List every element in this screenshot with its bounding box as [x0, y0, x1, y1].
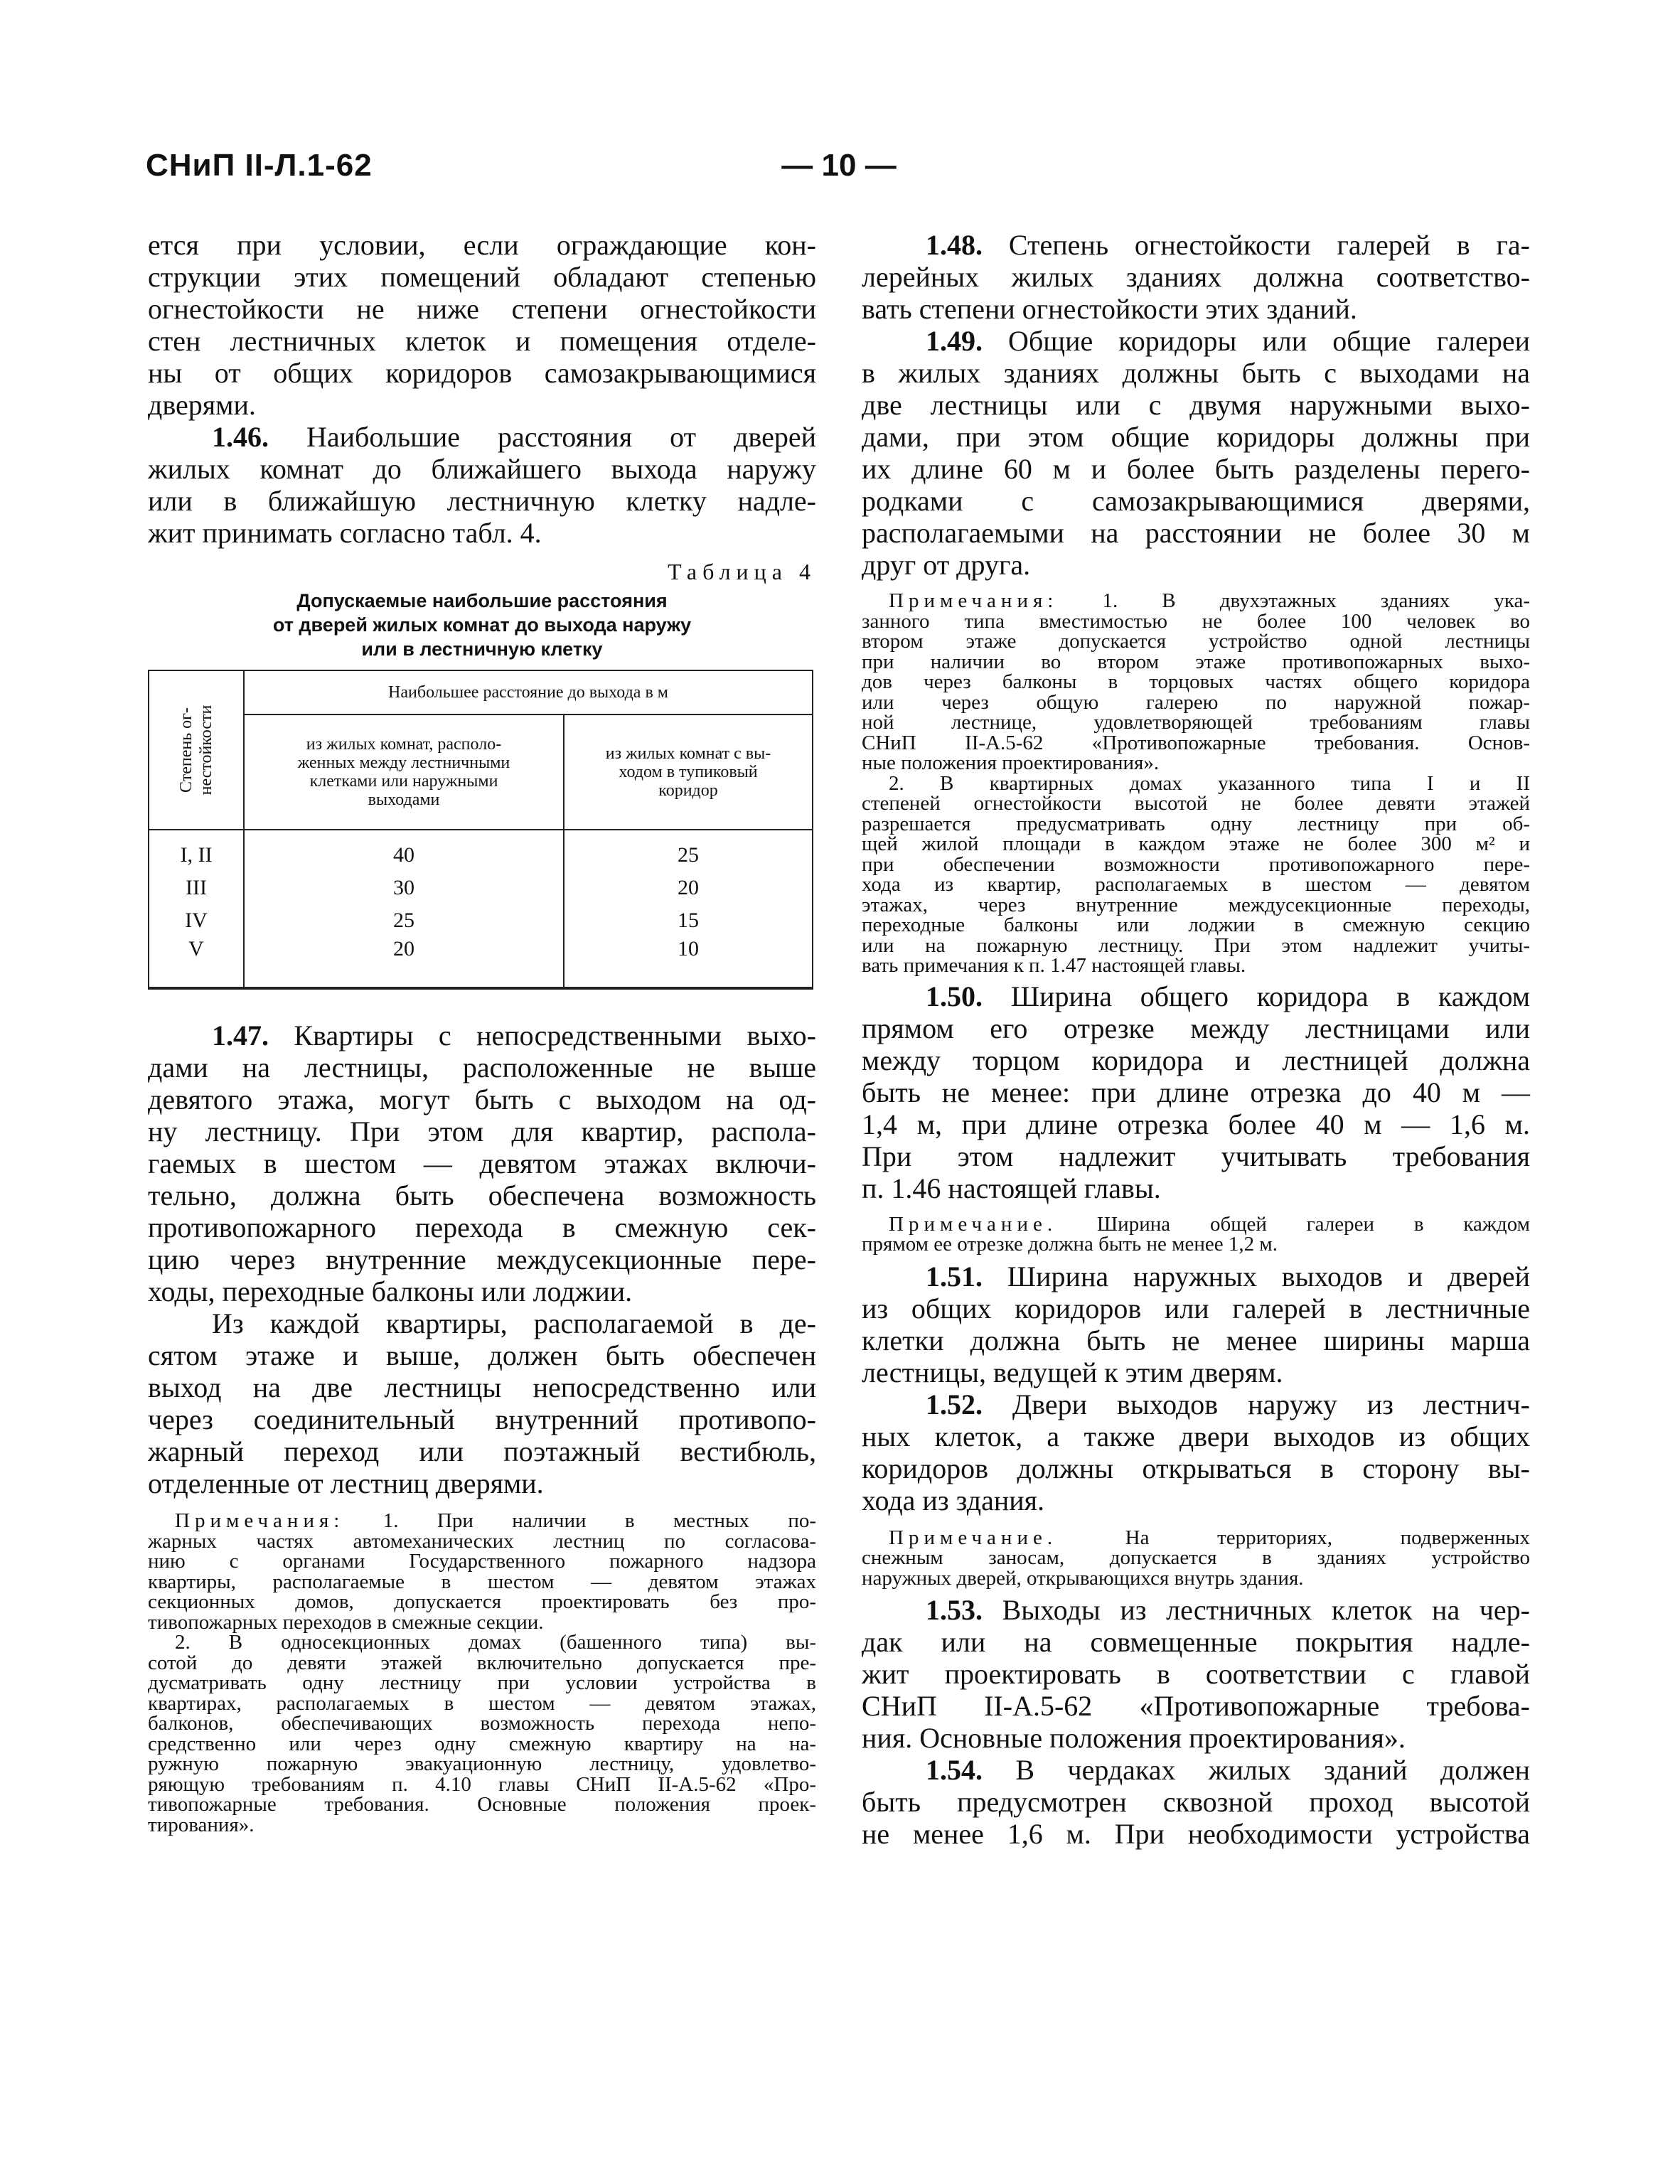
paragraph-1-46: [148, 421, 816, 549]
page-header: [146, 148, 1532, 191]
table-title: [148, 589, 816, 661]
text-line: Наибольшие расстояния от дверей: [269, 421, 816, 453]
note-line: щей жилой площади в каждом этаже не более 300 м² и: [862, 833, 1530, 855]
note-line: степеней огнестойкости высотой не более девяти этажей: [862, 792, 1530, 815]
table-title-line: Допускаемые наибольшие расстояния: [296, 590, 668, 611]
text-line: дверями.: [148, 389, 256, 421]
note-line: наружных дверей, открывающихся внутрь здания.: [862, 1566, 1304, 1590]
note-label: Примечание.: [889, 1526, 1058, 1549]
text-line: жарный переход или поэтажный вестибюль,: [148, 1435, 816, 1467]
text-line: клетки должна быть не менее ширины марша: [862, 1324, 1530, 1356]
text-line: Из каждой квартиры, располагаемой в де-: [212, 1307, 816, 1339]
note-line: 2. В односекционных домах (башенного типа) вы-: [175, 1631, 816, 1654]
note-line: переходные балконы или лоджии в смежную секцию: [862, 914, 1530, 936]
text-line: родками с самозакрывающимися дверями,: [862, 485, 1530, 517]
header-max-distance: Наибольшее расстояние до выхода в м: [244, 670, 813, 714]
cell-degree: IV: [149, 904, 244, 937]
paragraph-1-50: [862, 980, 1530, 1204]
cell-degree: III: [149, 872, 244, 904]
note-line: секционных домов, допускается проектировать без про-: [148, 1590, 816, 1613]
text-line: сятом этаже и выше, должен быть обеспечен: [148, 1339, 816, 1371]
cell-between: 25: [244, 904, 564, 937]
note-line: ной лестнице, удовлетворяющей требованиям главы: [862, 711, 1530, 734]
header-between-stairs: из жилых комнат, располо- женных между лестничными клетками или наружными выходами: [244, 714, 564, 830]
text-line: коридоров должны открываться в сторону вы-: [862, 1452, 1530, 1484]
paragraph-1-48: [862, 229, 1530, 325]
note-line: этажах, через внутренние междусекционные переходы,: [862, 893, 1530, 916]
note-line: жарных частях автомеханических лестниц по согласова-: [148, 1529, 816, 1553]
distance-table: [148, 670, 813, 990]
note-line: при наличии во втором этаже противопожарных выхо-: [862, 650, 1530, 673]
text-line: дами, при этом общие коридоры должны при: [862, 421, 1530, 453]
table-caption: Таблица 4: [668, 559, 816, 584]
text-line: жит принимать согласно табл. 4.: [148, 517, 542, 549]
clause-number: 1.54.: [926, 1754, 983, 1786]
note-line: Ширина общей галереи в каждом: [1057, 1212, 1530, 1236]
note-line: сотой до девяти этажей включительно допускается пре-: [148, 1651, 816, 1674]
note-line: дусматривать одну лестницу при условии устройства в: [148, 1671, 816, 1694]
text-line: вать степени огнестойкости этих зданий.: [862, 293, 1357, 325]
note-line: 2. В квартирных домах указанного типа I и II: [889, 771, 1530, 795]
note-line: квартирах, располагаемых в шестом — девятом этажах,: [148, 1691, 816, 1715]
text-line: Двери выходов наружу из лестнич-: [983, 1388, 1530, 1420]
text-line: лестницы, ведущей к этим дверям.: [862, 1356, 1283, 1388]
note-line: втором этаже допускается устройство одной лестницы: [862, 630, 1530, 653]
note-line: ряющую требованиям п. 4.10 главы СНиП II-А.5-62 «Про-: [148, 1772, 816, 1796]
left-column: [148, 229, 816, 1835]
clause-number: 1.47.: [212, 1019, 269, 1051]
text-line: дак или на совмещенные покрытия надле-: [862, 1626, 1530, 1658]
text-line: две лестницы или с двумя наружными выхо-: [862, 389, 1530, 421]
text-line: девятого этажа, могут быть с выходом на од-: [148, 1083, 816, 1115]
text-line: противопожарного перехода в смежную сек-: [148, 1211, 816, 1243]
note-line: вать примечания к п. 1.47 настоящей главы.: [862, 954, 1246, 977]
cell-deadend: 15: [564, 904, 813, 937]
page-number: — 10 —: [781, 148, 897, 183]
note-line: СНиП II-А.5-62 «Противопожарные требования. Основ-: [862, 731, 1530, 754]
text-line: Степень огнестойкости галерей в га-: [983, 229, 1530, 261]
text-line: быть не менее: при длине отрезка до 40 м —: [862, 1076, 1530, 1108]
table-title-line: или в лестничную клетку: [361, 638, 603, 660]
text-line: в жилых зданиях должны быть с выходами на: [862, 357, 1530, 389]
text-line: лерейных жилых зданиях должна соответство-: [862, 261, 1530, 293]
clause-number: 1.53.: [926, 1594, 983, 1626]
text-line: ния. Основные положения проектирования».: [862, 1722, 1406, 1754]
note-label: Примечание.: [889, 1212, 1058, 1236]
table-row: [149, 830, 813, 872]
header-fire-resistance-text: Степень ог- нестойкости: [177, 705, 215, 796]
text-line: огнестойкости не ниже степени огнестойкости: [148, 293, 816, 325]
text-line: СНиП II-А.5-62 «Противопожарные требова-: [862, 1690, 1530, 1722]
notes-1-47: [148, 1511, 816, 1835]
note-1-50: [862, 1214, 1530, 1255]
text-line: через соединительный внутренний противопо-: [148, 1403, 816, 1435]
note-line: 1. В двухэтажных зданиях ука-: [1058, 589, 1530, 612]
table-title-line: от дверей жилых комнат до выхода наружу: [272, 614, 692, 636]
text-line: При этом надлежит учитывать требования: [862, 1140, 1530, 1172]
text-line: быть предусмотрен сквозной проход высотой: [862, 1786, 1530, 1818]
text-line: друг от друга.: [862, 549, 1031, 581]
paragraph-1-52: [862, 1388, 1530, 1516]
table-row: [149, 904, 813, 937]
text-line: между торцом коридора и лестницей должна: [862, 1044, 1530, 1076]
paragraph-1-47-b: [148, 1307, 816, 1499]
text-line: ных клеток, а также двери выходов из общих: [862, 1420, 1530, 1452]
note-line: разрешается предусматривать одну лестницу при об-: [862, 812, 1530, 835]
note-line: тивопожарные требования. Основные положения проек-: [148, 1793, 816, 1816]
text-line: выход на две лестницы непосредственно или: [148, 1371, 816, 1403]
text-line: Ширина наружных выходов и дверей: [983, 1260, 1530, 1292]
note-line: занного типа вместимостью не более 100 человек во: [862, 609, 1530, 633]
clause-number: 1.49.: [926, 325, 983, 357]
header-fire-resistance: [149, 670, 244, 830]
clause-number: 1.50.: [926, 980, 983, 1012]
text-line: тельно, должна быть обеспечена возможность: [148, 1179, 816, 1211]
text-line: жилых комнат до ближайшего выхода наружу: [148, 453, 816, 485]
note-line: тивопожарных переходов в смежные секции.: [148, 1610, 544, 1634]
paragraph-intro: [148, 229, 816, 421]
cell-between: 20: [244, 937, 564, 988]
cell-between: 40: [244, 830, 564, 872]
note-line: 1. При наличии в местных по-: [344, 1509, 816, 1532]
text-line: прямом его отрезке между лестницами или: [862, 1012, 1530, 1044]
note-line: прямом ее отрезке должна быть не менее 1,2 м.: [862, 1233, 1278, 1256]
header-dead-end: из жилых комнат с вы- ходом в тупиковый коридор: [564, 714, 813, 830]
note-line: или на пожарную лестницу. При этом надлежит учиты-: [862, 933, 1530, 957]
text-line: хода из здания.: [862, 1484, 1045, 1516]
text-line: Квартиры с непосредственными выхо-: [269, 1019, 816, 1051]
text-line: п. 1.46 настоящей главы.: [862, 1172, 1161, 1204]
notes-1-49: [862, 591, 1530, 976]
text-line: Ширина общего коридора в каждом: [983, 980, 1530, 1012]
cell-deadend: 20: [564, 872, 813, 904]
clause-number: 1.48.: [926, 229, 983, 261]
text-line: Выходы из лестничных клеток на чер-: [983, 1594, 1530, 1626]
text-line: их длине 60 м и более быть разделены перего-: [862, 453, 1530, 485]
note-line: снежным заносам, допускается в зданиях устройство: [862, 1546, 1530, 1569]
text-line: располагаемыми на расстоянии не более 30 м: [862, 517, 1530, 549]
paragraph-1-49: [862, 325, 1530, 581]
note-line: при обеспечении возможности противопожарного пере-: [862, 852, 1530, 876]
cell-between: 30: [244, 872, 564, 904]
text-line: 1,4 м, при длине отрезка более 40 м — 1,6 м.: [862, 1108, 1530, 1140]
note-line: На территориях, подверженных: [1057, 1526, 1530, 1549]
note-line: средственно или через одну смежную квартиру на на-: [148, 1732, 816, 1755]
note-line: или через общую галерею по наружной пожар-: [862, 690, 1530, 714]
notes-label: Примечания:: [889, 589, 1059, 612]
clause-number: 1.46.: [212, 421, 269, 453]
clause-number: 1.52.: [926, 1388, 983, 1420]
paragraph-1-53: [862, 1594, 1530, 1754]
text-line: отделенные от лестниц дверями.: [148, 1467, 544, 1499]
cell-degree: I, II: [149, 830, 244, 872]
cell-degree: V: [149, 937, 244, 988]
text-line: В чердаках жилых зданий должен: [983, 1754, 1530, 1786]
cell-deadend: 25: [564, 830, 813, 872]
right-column: [862, 229, 1530, 1850]
note-line: хода из квартир, располагаемых в шестом — девятом: [862, 873, 1530, 896]
paragraph-1-54: [862, 1754, 1530, 1850]
note-1-52: [862, 1528, 1530, 1589]
note-line: нию с органами Государственного пожарного надзора: [148, 1550, 816, 1573]
text-line: гаемых в шестом — девятом этажах включи-: [148, 1147, 816, 1179]
text-line: дами на лестницы, расположенные не выше: [148, 1051, 816, 1083]
text-line: или в ближайшую лестничную клетку надле-: [148, 485, 816, 517]
clause-number: 1.51.: [926, 1260, 983, 1292]
paragraph-1-47: [148, 1019, 816, 1307]
text-line: ется при условии, если ограждающие кон-: [148, 229, 816, 261]
running-head: СНиП II-Л.1-62: [146, 148, 373, 183]
text-line: ходы, переходные балконы или лоджии.: [148, 1275, 633, 1307]
text-line: не менее 1,6 м. При необходимости устройства: [862, 1818, 1530, 1850]
cell-deadend: 10: [564, 937, 813, 988]
note-line: квартиры, располагаемые в шестом — девятом этажах: [148, 1570, 816, 1593]
note-line: дов через балконы в торцовых частях общего коридора: [862, 670, 1530, 693]
text-line: струкции этих помещений обладают степенью: [148, 261, 816, 293]
text-line: ны от общих коридоров самозакрывающимися: [148, 357, 816, 389]
note-line: тирования».: [148, 1813, 255, 1836]
notes-label: Примечания:: [175, 1509, 345, 1532]
text-line: жит проектировать в соответствии с главой: [862, 1658, 1530, 1690]
text-line: стен лестничных клеток и помещения отделе-: [148, 325, 816, 357]
table-row: [149, 937, 813, 988]
text-line: ну лестницу. При этом для квартир, распола-: [148, 1115, 816, 1147]
note-line: балконов, обеспечивающих возможность перехода непо-: [148, 1712, 816, 1735]
note-line: ружную пожарную эвакуационную лестницу, удовлетво-: [148, 1752, 816, 1775]
note-line: ные положения проектирования».: [862, 751, 1160, 774]
text-line: Общие коридоры или общие галереи: [983, 325, 1530, 357]
paragraph-1-51: [862, 1260, 1530, 1388]
text-line: цию через внутренние междусекционные пере-: [148, 1243, 816, 1275]
table-row: [149, 872, 813, 904]
text-line: из общих коридоров или галерей в лестничные: [862, 1292, 1530, 1324]
